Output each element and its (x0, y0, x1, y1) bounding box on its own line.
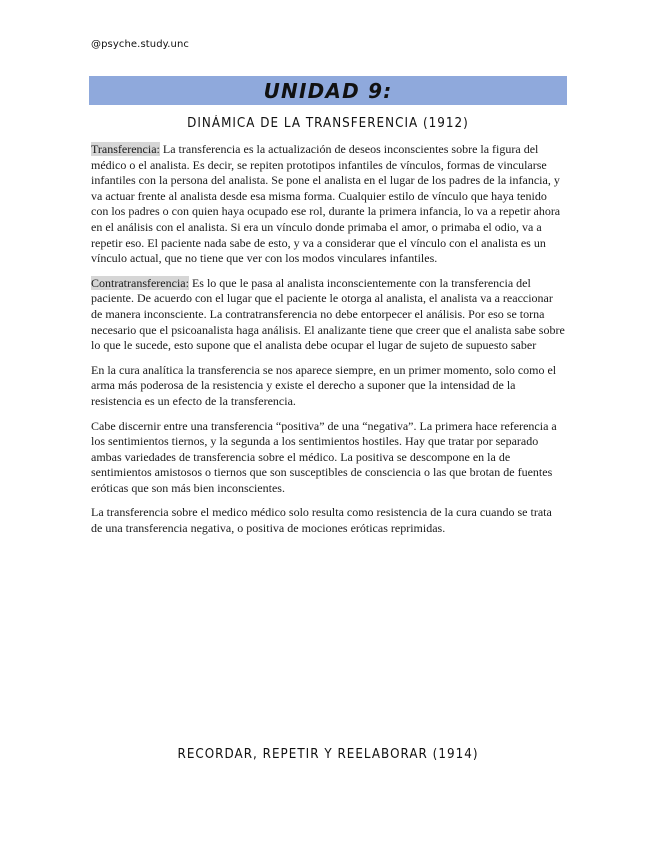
paragraph-transferencia (91, 142, 565, 267)
paragraph-positiva-negativa: Cabe discernir entre una transferencia “positiva” de una “negativa”. La primera hace referencia a los sentimientos tiernos, y la segunda a los sentimientos hostiles. Hay que tratar por separado ambas variedades de transferencia sobre el médico. La positiva se descompone en la de sentimientos amistosos o tiernos que son susceptibles de consciencia o las que brotan de fuentes eróticas que son más bien inconscientes. (91, 418, 557, 495)
document-body (91, 142, 565, 546)
paragraph-text: Es lo que le pasa al analista inconscientemente con la transferencia del paciente. De acuerdo con el lugar que el paciente le otorga al analista, el analista va a reaccionar de manera inconsciente. La contratransferencia no debe entorpecer el análisis. Por eso se torna necesario que el psicoanalista haga análisis. El analizante tiene que creer que el analista sabe sobre lo que le sucede, esto supone que el analista debe ocupar el lugar de sujeto de supuesto saber (91, 275, 565, 353)
unit-heading-bar (89, 76, 567, 105)
next-section-title: RECORDAR, REPETIR Y REELABORAR (1914) (177, 747, 479, 762)
paragraph-text: La transferencia es la actualización de deseos inconscientes sobre la figura del médico o el analista. Es decir, se repiten prototipos infantiles de vínculos, formas de vincularse infantiles con la persona del analista. Se pone el analista en el lugar de los padres de la infancia, y va actuar frente al analista desde esa misma forma. Cualquier estilo de vínculo que haya tenido con los padres o con quien haya ocupado ese rol, durante la primera infancia, lo va a repetir ahora en el análisis con el analista. Si era un vínculo donde primaba el amor, o primaba el odio, va a repetir eso. El paciente nada sabe de esto, y va a considerar que el vínculo con el analista es un vínculo actual, que no tiene que ver con los modos vinculares infantiles. (91, 142, 561, 266)
section-title: DINÁMICA DE LA TRANSFERENCIA (1912) (187, 116, 469, 131)
term-transferencia: Transferencia: (91, 142, 160, 156)
paragraph-contratransferencia (91, 276, 565, 354)
account-handle: @psyche.study.unc (91, 39, 190, 50)
paragraph-conclusion: La transferencia sobre el medico médico solo resulta como resistencia de la cura cuando se trata de una transferencia negativa, o positiva de mociones eróticas reprimidas. (91, 505, 552, 536)
term-contratransferencia: Contratransferencia: (91, 275, 189, 290)
paragraph-resistencia: En la cura analítica la transferencia se nos aparece siempre, en un primer momento, solo como el arma más poderosa de la resistencia y existe el derecho a suponer que la intensidad de la resistencia es un efecto de la transferencia. (91, 362, 557, 408)
unit-title: UNIDAD 9: (263, 78, 393, 103)
